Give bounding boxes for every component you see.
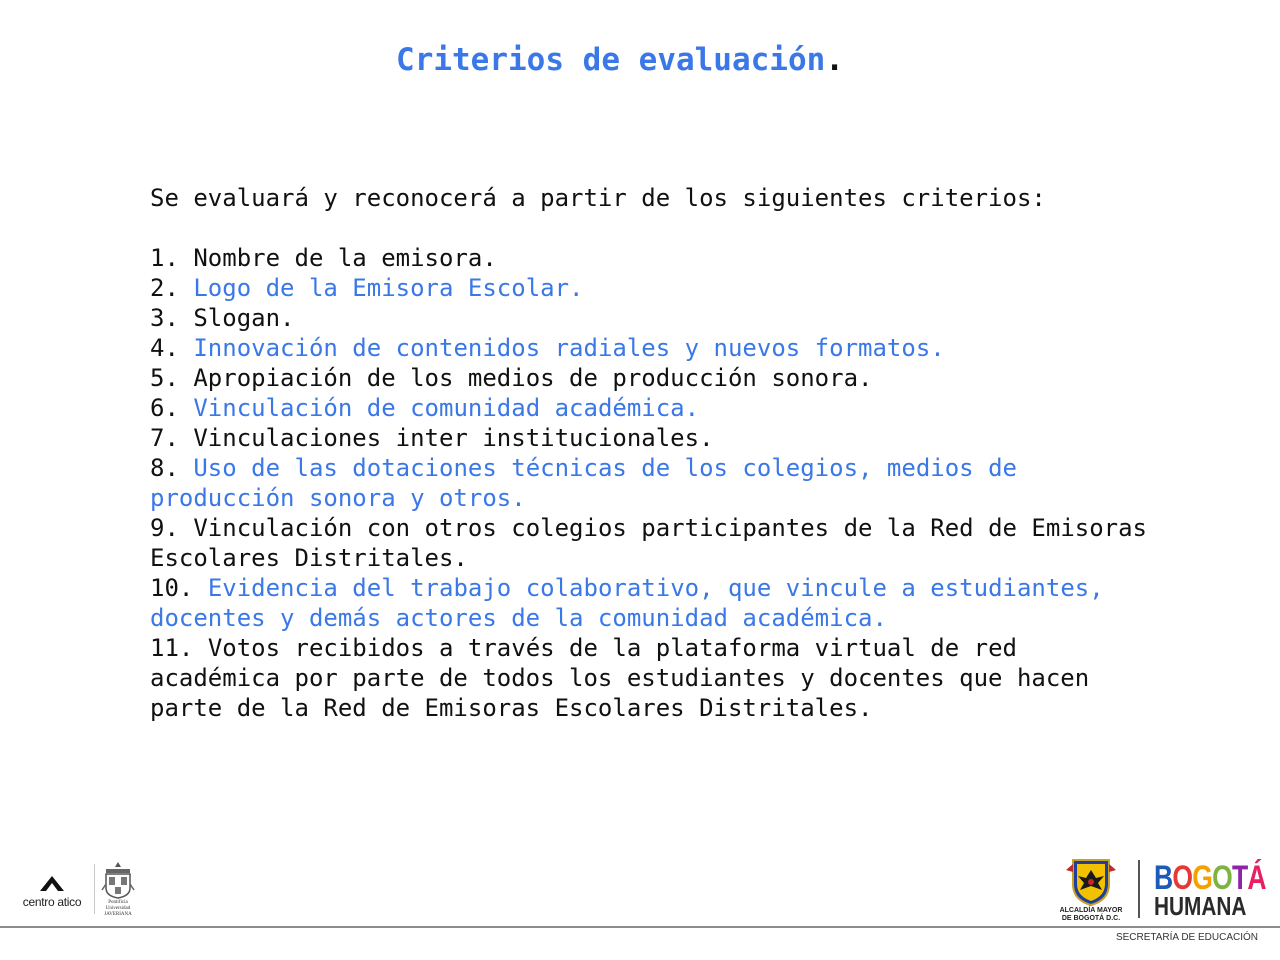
criteria-item <box>150 453 1150 513</box>
criteria-text: Innovación de contenidos radiales y nuevos formatos. <box>193 334 945 362</box>
intro-text: Se evaluará y reconocerá a partir de los siguientes criterios: <box>150 184 1046 212</box>
criteria-item <box>150 273 1150 303</box>
criteria-text: Votos recibidos a través de la plataforma virtual de red académica por parte de todos los estudiantes y docentes que hacen parte de la Red de Emisoras Escolares Distritales. <box>150 634 1090 722</box>
criteria-content <box>150 183 1150 723</box>
criteria-text: Slogan. <box>193 304 295 332</box>
centro-atico-text: centro atico <box>22 895 82 909</box>
criteria-number: 7. <box>150 424 179 452</box>
javeriana-text-line2: JAVERIANA <box>104 912 132 917</box>
alcaldia-text-line2: DE BOGOTÁ D.C. <box>1061 915 1121 922</box>
centro-atico-logo <box>12 868 92 912</box>
bogota-humana-logo <box>1154 859 1266 921</box>
javeriana-text-line1: Pontificia Universidad <box>105 900 131 911</box>
criteria-item <box>150 303 1150 333</box>
bogota-letter: O <box>1212 859 1232 897</box>
javeriana-logo <box>98 860 138 916</box>
footer-divider-left <box>94 864 95 914</box>
slide-title-dot: . <box>825 42 844 78</box>
secretaria-text: SECRETARÍA DE EDUCACIÓN <box>1115 932 1258 943</box>
criteria-number: 8. <box>150 454 179 482</box>
criteria-text: Uso de las dotaciones técnicas de los colegios, medios de producción sonora y otros. <box>150 454 1017 512</box>
javeriana-text <box>98 900 138 918</box>
criteria-text: Vinculación de comunidad académica. <box>193 394 700 422</box>
javeriana-crest-icon <box>98 860 138 900</box>
criteria-item <box>150 573 1150 633</box>
bogota-letter: B <box>1154 859 1173 897</box>
alcaldia-shield-icon <box>1056 858 1126 906</box>
alcaldia-logo <box>1056 858 1126 924</box>
criteria-number: 3. <box>150 304 179 332</box>
criteria-text: Apropiación de los medios de producción sonora. <box>193 364 873 392</box>
criteria-item <box>150 513 1150 573</box>
criteria-number: 4. <box>150 334 179 362</box>
alcaldia-text <box>1056 907 1126 923</box>
criteria-text: Nombre de la emisora. <box>193 244 497 272</box>
criteria-text: Logo de la Emisora Escolar. <box>193 274 584 302</box>
criteria-text: Vinculación con otros colegios participantes de la Red de Emisoras Escolares Distritales. <box>150 514 1148 572</box>
criteria-item <box>150 633 1150 723</box>
criteria-item <box>150 243 1150 273</box>
criteria-number: 1. <box>150 244 179 272</box>
slide-title-text: Criterios de evaluación <box>396 42 826 78</box>
bogota-letter: O <box>1172 859 1193 897</box>
centro-atico-mark-icon <box>38 872 66 892</box>
footer-divider-right <box>1138 860 1140 918</box>
bogota-letter: T <box>1231 859 1248 897</box>
criteria-item <box>150 363 1150 393</box>
criteria-number: 6. <box>150 394 179 422</box>
bogota-letter: G <box>1192 859 1213 897</box>
criteria-number: 2. <box>150 274 179 302</box>
criteria-item <box>150 393 1150 423</box>
criteria-text: Vinculaciones inter institucionales. <box>193 424 714 452</box>
bogota-letter: Á <box>1247 859 1266 897</box>
bogota-humana-line2: HUMANA <box>1154 891 1247 921</box>
criteria-item <box>150 423 1150 453</box>
alcaldia-text-line1: ALCALDÍA MAYOR <box>1059 907 1123 914</box>
criteria-item <box>150 333 1150 363</box>
criteria-number: 10. <box>150 574 194 602</box>
criteria-number: 5. <box>150 364 179 392</box>
criteria-list <box>150 243 1150 723</box>
footer-divider-line <box>0 926 1280 928</box>
criteria-text: Evidencia del trabajo colaborativo, que vincule a estudiantes, docentes y demás actores de la comunidad académica. <box>150 574 1104 632</box>
criteria-number: 11. <box>150 634 194 662</box>
slide-title <box>0 42 1240 78</box>
criteria-number: 9. <box>150 514 179 542</box>
